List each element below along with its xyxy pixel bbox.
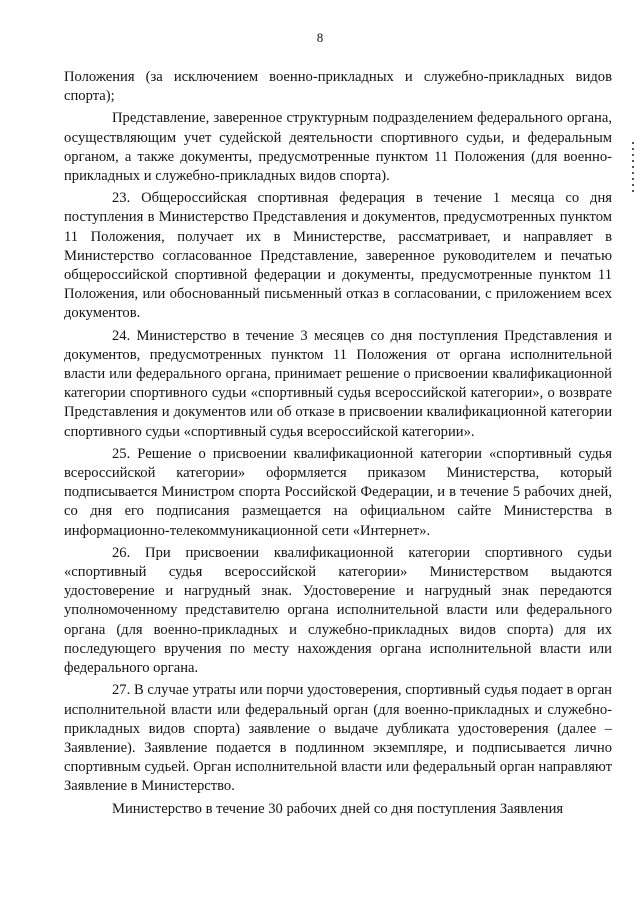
paragraph-27: 27. В случае утраты или порчи удостоверения, спортивный судья подает в орган исполнительной власти или федеральный орган (для военно-прикладных и служебно-прикладных видов спорта) заявление о выдаче дубликата удостоверения (далее – Заявление). Заявление подается в подлинном экземпляре, и подписывается лично спортивным судьей. Орган исполнительной власти или федеральный орган направляют Заявление в Министерство. [64,682,612,795]
paragraph-24: 24. Министерство в течение 3 месяцев со дня поступления Представления и документов, предусмотренных пунктом 11 Положения от органа исполнительной власти или федерального органа, принимает решение о присвоении квалификационной категории спортивного судьи «спортивный судья всероссийской категории», о возврате Представления и документов или об отказе в присвоении квалификационной категории спортивного судьи «спортивный судья всероссийской категории». [64,327,612,440]
document-body [64,68,612,822]
paragraph-25: 25. Решение о присвоении квалификационной категории «спортивный судья всероссийской категории» оформляется приказом Министерства, который подписывается Министром спорта Российской Федерации, и в течение 5 рабочих дней, со дня его подписания размещается на официальном сайте Министерства в информационно-телекоммуникационной сети «Интернет». [64,445,612,539]
scan-edge-mark [632,142,634,192]
page-number: 8 [316,30,324,45]
paragraph-ministry-term: Министерство в течение 30 рабочих дней со дня поступления Заявления [112,800,564,817]
paragraph-continuation: Положения (за исключением военно-прикладных и служебно-прикладных видов спорта); [64,69,612,105]
paragraph-26: 26. При присвоении квалификационной категории спортивного судьи «спортивный судья всероссийской категории» Министерством выдаются удостоверение и нагрудный знак. Удостоверение и нагрудный знак передаются уполномоченному представителю органа исполнительной власти или федерального органа (для военно-прикладных и служебно-прикладных видов спорта) для их последующего вручения по месту нахождения органа исполнительной власти или федерального органа. [64,544,612,677]
paragraph-representation: Представление, заверенное структурным подразделением федерального органа, осуществляющим учет судейской деятельности спортивного судьи, и федеральным органом, а также документы, предусмотренные пунктом 11 Положения (для военно-прикладных и служебно-прикладных видов спорта). [64,110,612,185]
paragraph-23: 23. Общероссийская спортивная федерация в течение 1 месяца со дня поступления в Министерство Представления и документов, предусмотренных пунктом 11 Положения, получает их в Министерстве, рассматривает, и направляет в Министерство согласованное Представление, заверенное руководителем и печатью общероссийской спортивной федерации и документы, предусмотренные пунктом 11 Положения, или обоснованный письменный отказ в согласовании, с приложением всех документов. [64,190,612,322]
